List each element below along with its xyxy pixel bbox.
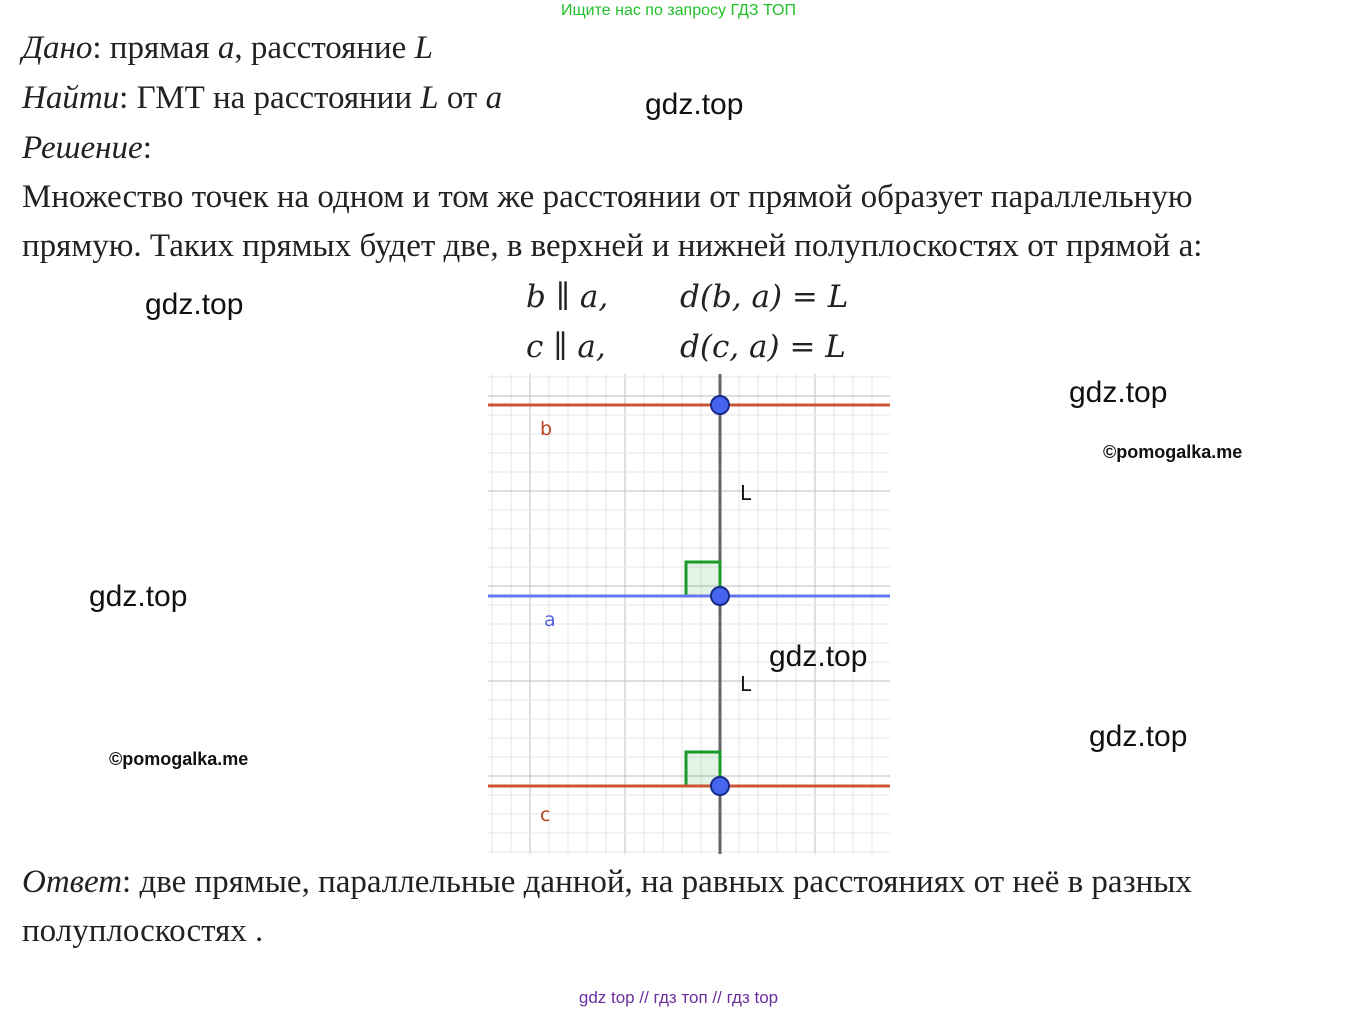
watermark-gdz: gdz.top [89, 580, 188, 613]
given-label: Дано [22, 30, 93, 66]
search-banner: Ищите нас по запросу ГДЗ ТОП [561, 2, 796, 19]
footer-link-gdz-top[interactable]: gdz top [578, 988, 635, 1007]
solution-heading [22, 130, 152, 167]
distance-label-lower: L [740, 672, 752, 696]
given-var-L: L [414, 30, 433, 66]
parallel-lines-diagram [488, 374, 890, 854]
point-on-a [711, 587, 729, 605]
answer-text-1: : две прямые, параллельные данной, на равных расстояниях от неё в разных [122, 864, 1192, 900]
point-on-b [711, 396, 729, 414]
watermark-gdz: gdz.top [769, 640, 868, 673]
watermark-pomogalka: ©pomogalka.me [1103, 442, 1243, 462]
label-c: c [540, 804, 551, 826]
watermark-gdz: gdz.top [1069, 376, 1168, 409]
given-text-mid: , расстояние [234, 30, 415, 66]
footer-separator: // [634, 988, 654, 1007]
point-on-c [711, 777, 729, 795]
find-var-L: L [420, 80, 439, 116]
label-a: a [544, 609, 556, 631]
watermark-gdz: gdz.top [1089, 720, 1188, 753]
distance-label-upper: L [740, 481, 752, 505]
solution-label: Решение [22, 130, 143, 166]
find-label: Найти [22, 80, 120, 116]
solution-line-1: Множество точек на одном и том же расстоянии от прямой образует параллельную [22, 179, 1193, 215]
find-text-mid: от [438, 80, 486, 116]
footer-link-gdz-top-ru[interactable]: гдз топ [653, 988, 708, 1007]
find-text: : ГМТ на расстоянии [119, 80, 421, 116]
footer-link-gdz-top-mixed[interactable]: гдз top [726, 988, 779, 1007]
solution-line-2: прямую. Таких прямых будет две, в верхней и нижней полуплоскостях от прямой а: [22, 228, 1203, 264]
answer-label: Ответ [22, 864, 123, 900]
footer-links [0, 988, 1357, 1008]
answer-line-2: полуплоскостях . [22, 913, 264, 949]
formula-b-parallel: b ∥ a, [526, 279, 609, 315]
given-line [22, 30, 433, 67]
footer-separator: // [707, 988, 727, 1007]
solution-colon: : [142, 130, 152, 166]
formula-c-parallel: c ∥ a, [526, 329, 606, 365]
formula-b-distance: d(b, a) = L [680, 279, 849, 315]
find-line [22, 80, 502, 117]
watermark-pomogalka: ©pomogalka.me [109, 749, 249, 769]
given-text: : прямая [92, 30, 218, 66]
answer-line-1 [22, 864, 1192, 901]
watermark-gdz: gdz.top [645, 88, 744, 121]
find-var-a: a [485, 80, 503, 116]
label-b: b [540, 418, 553, 440]
formula-c-distance: d(c, a) = L [680, 329, 846, 365]
watermark-gdz: gdz.top [145, 288, 244, 321]
given-var-a: a [217, 30, 235, 66]
